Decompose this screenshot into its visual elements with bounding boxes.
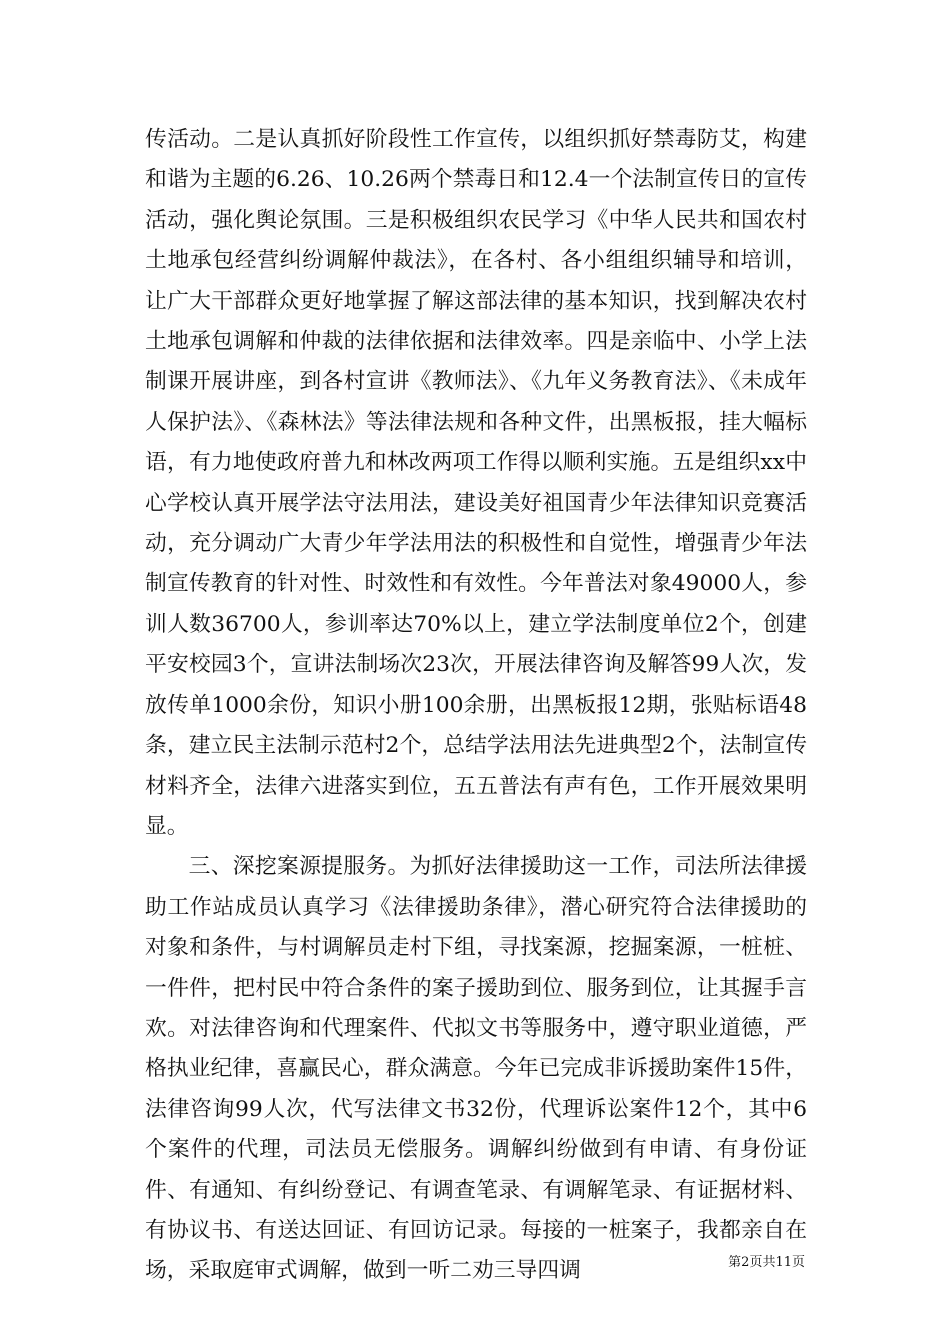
document-body <box>145 120 807 1292</box>
paragraph-legal-publicity: 传活动。二是认真抓好阶段性工作宣传，以组织抓好禁毒防艾，构建和谐为主题的6.26、10.26两个禁毒日和12.4一个法制宣传日的宣传活动，强化舆论氛围。三是积极组织农民学习《中华人民共和国农村土地承包经营纠纷调解仲裁法》，在各村、各小组组织辅导和培训，让广大干部群众更好地掌握了解这部法律的基本知识，找到解决农村土地承包调解和仲裁的法律依据和法律效率。四是亲临中、小学上法制课开展讲座，到各村宣讲《教师法》、《九年义务教育法》、《未成年人保护法》、《森林法》等法律法规和各种文件，出黑板报，挂大幅标语，有力地使政府普九和林改两项工作得以顺利实施。五是组织xx中心学校认真开展学法守法用法，建设美好祖国青少年法律知识竞赛活动，充分调动广大青少年学法用法的积极性和自觉性，增强青少年法制宣传教育的针对性、时效性和有效性。今年普法对象49000人，参训人数36700人，参训率达70%以上，建立学法制度单位2个，创建平安校园3个，宣讲法制场次23次，开展法律咨询及解答99人次，发放传单1000余份，知识小册100余册，出黑板报12期，张贴标语48条，建立民主法制示范村2个，总结学法用法先进典型2个，法制宣传材料齐全，法律六进落实到位，五五普法有声有色，工作开展效果明显。 <box>145 127 807 839</box>
paragraph-legal-aid: 三、深挖案源提服务。为抓好法律援助这一工作，司法所法律援助工作站成员认真学习《法律援助条律》，潜心研究符合法律援助的对象和条件，与村调解员走村下组，寻找案源，挖掘案源，一桩桩、一件件，把村民中符合条件的案子援助到位、服务到位，让其握手言欢。对法律咨询和代理案件、代拟文书等服务中，遵守职业道德，严格执业纪律，喜赢民心，群众满意。今年已完成非诉援助案件15件，法律咨询99人次，代写法律文书32份，代理诉讼案件12个，其中6个案件的代理，司法员无偿服务。调解纠纷做到有申请、有身份证件、有通知、有纠纷登记、有调查笔录、有调解笔录、有证据材料、有协议书、有送达回证、有回访记录。每接的一桩案子，我都亲自在场，采取庭审式调解，做到一听二劝三导四调 <box>145 854 807 1284</box>
page-number-footer: 第2页共11页 <box>728 1255 805 1270</box>
